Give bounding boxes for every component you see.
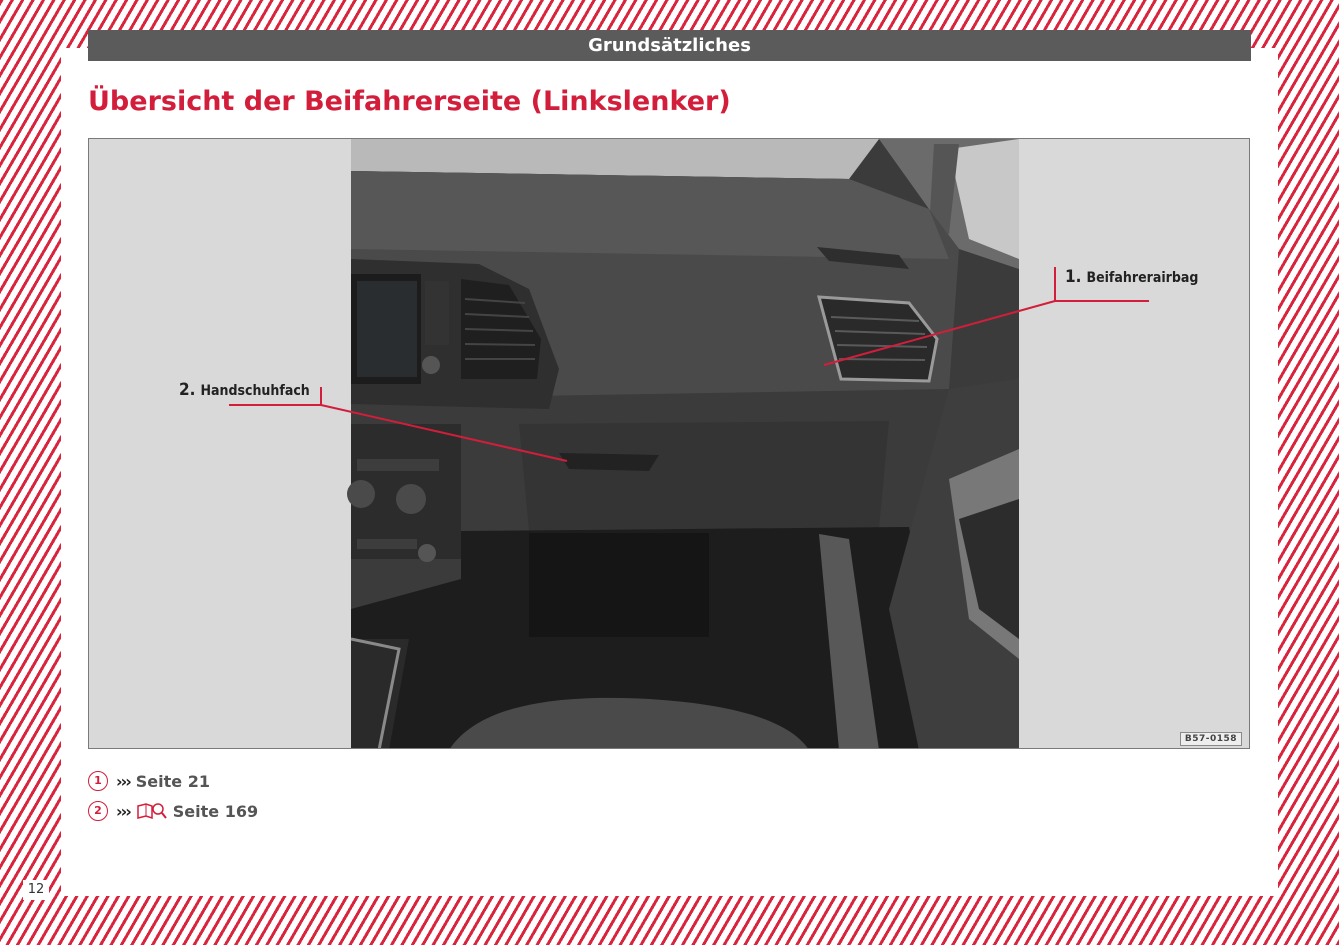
callout-airbag: 1. Beifahrerairbag bbox=[1065, 267, 1199, 287]
arrow-icon: ››› bbox=[116, 771, 130, 791]
section-header bbox=[88, 30, 1251, 61]
reference-link[interactable]: Seite 169 bbox=[172, 801, 259, 821]
page-number: 12 bbox=[23, 880, 49, 900]
dashboard-photo bbox=[89, 139, 1250, 749]
callout-glovebox: 2. Handschuhfach bbox=[179, 380, 310, 400]
section-header-label: Grundsätzliches bbox=[588, 35, 751, 56]
dashboard-figure bbox=[88, 138, 1250, 749]
figure-code: B57-0158 bbox=[1180, 732, 1242, 746]
reference-number: 1 bbox=[88, 771, 108, 791]
reference-item[interactable] bbox=[88, 796, 258, 826]
page-title: Übersicht der Beifahrerseite (Linkslenker) bbox=[88, 86, 731, 117]
reference-link[interactable]: Seite 21 bbox=[135, 771, 210, 791]
arrow-icon: ››› bbox=[116, 801, 130, 821]
reference-list bbox=[88, 766, 258, 826]
reference-item[interactable] bbox=[88, 766, 258, 796]
reference-number: 2 bbox=[88, 801, 108, 821]
book-magnifier-icon bbox=[136, 802, 168, 820]
